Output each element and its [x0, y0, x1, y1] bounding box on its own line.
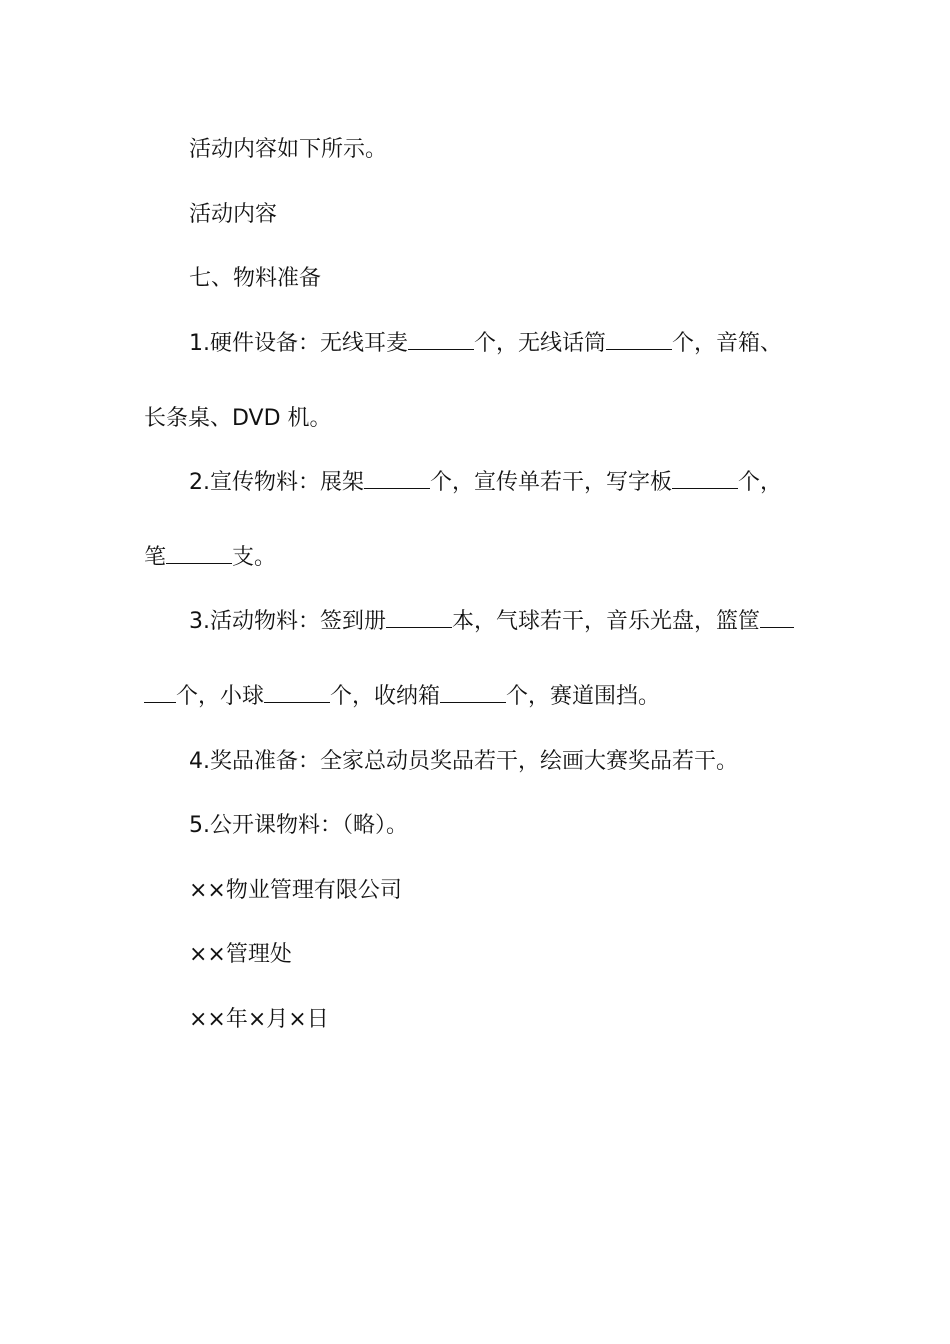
- fill-blank: [364, 486, 430, 489]
- promo-line: [189, 470, 782, 496]
- date-line: ××年×月×日: [189, 1007, 329, 1032]
- promo-cont-lead: 笔: [144, 545, 167, 570]
- fill-blank: [760, 625, 794, 628]
- promo-mid2: 个，: [738, 470, 783, 495]
- promo-cont-end: 支。: [232, 545, 277, 570]
- fill-blank: [672, 486, 738, 489]
- hardware-mid1: 个，无线话筒: [474, 331, 607, 356]
- promo-mid1: 个，宣传单若干，写字板: [430, 470, 673, 495]
- activity-materials-cont1: 个，小球: [176, 684, 265, 709]
- activity-materials-mid1: 本，气球若干，音乐光盘，篮筐: [452, 609, 761, 634]
- promo-continuation: [144, 545, 276, 571]
- hardware-mid2: 个，音箱、: [672, 331, 783, 356]
- activity-materials-cont2: 个，收纳箱: [330, 684, 441, 709]
- hardware-continuation: 长条桌、DVD 机。: [144, 406, 332, 431]
- activity-materials-line: [189, 609, 794, 635]
- activity-materials-lead: 3.活动物料：签到册: [189, 609, 386, 634]
- intro-line: 活动内容如下所示。: [189, 137, 388, 162]
- section-heading: 七、物料准备: [189, 266, 322, 291]
- open-class-line: 5.公开课物料：（略）。: [189, 813, 408, 838]
- office-name: ××管理处: [189, 942, 292, 967]
- fill-blank: [408, 347, 474, 350]
- promo-lead: 2.宣传物料：展架: [189, 470, 364, 495]
- fill-blank: [264, 700, 330, 703]
- fill-blank: [144, 700, 176, 703]
- fill-blank: [440, 700, 506, 703]
- hardware-lead: 1.硬件设备：无线耳麦: [189, 331, 408, 356]
- fill-blank: [386, 625, 452, 628]
- hardware-line: [189, 331, 782, 357]
- fill-blank: [606, 347, 672, 350]
- prizes-line: 4.奖品准备：全家总动员奖品若干，绘画大赛奖品若干。: [189, 749, 738, 774]
- activity-materials-continuation: [144, 684, 660, 710]
- activity-materials-cont3: 个，赛道围挡。: [506, 684, 661, 709]
- activity-heading: 活动内容: [189, 202, 278, 227]
- fill-blank: [166, 561, 232, 564]
- company-name: ××物业管理有限公司: [189, 878, 402, 903]
